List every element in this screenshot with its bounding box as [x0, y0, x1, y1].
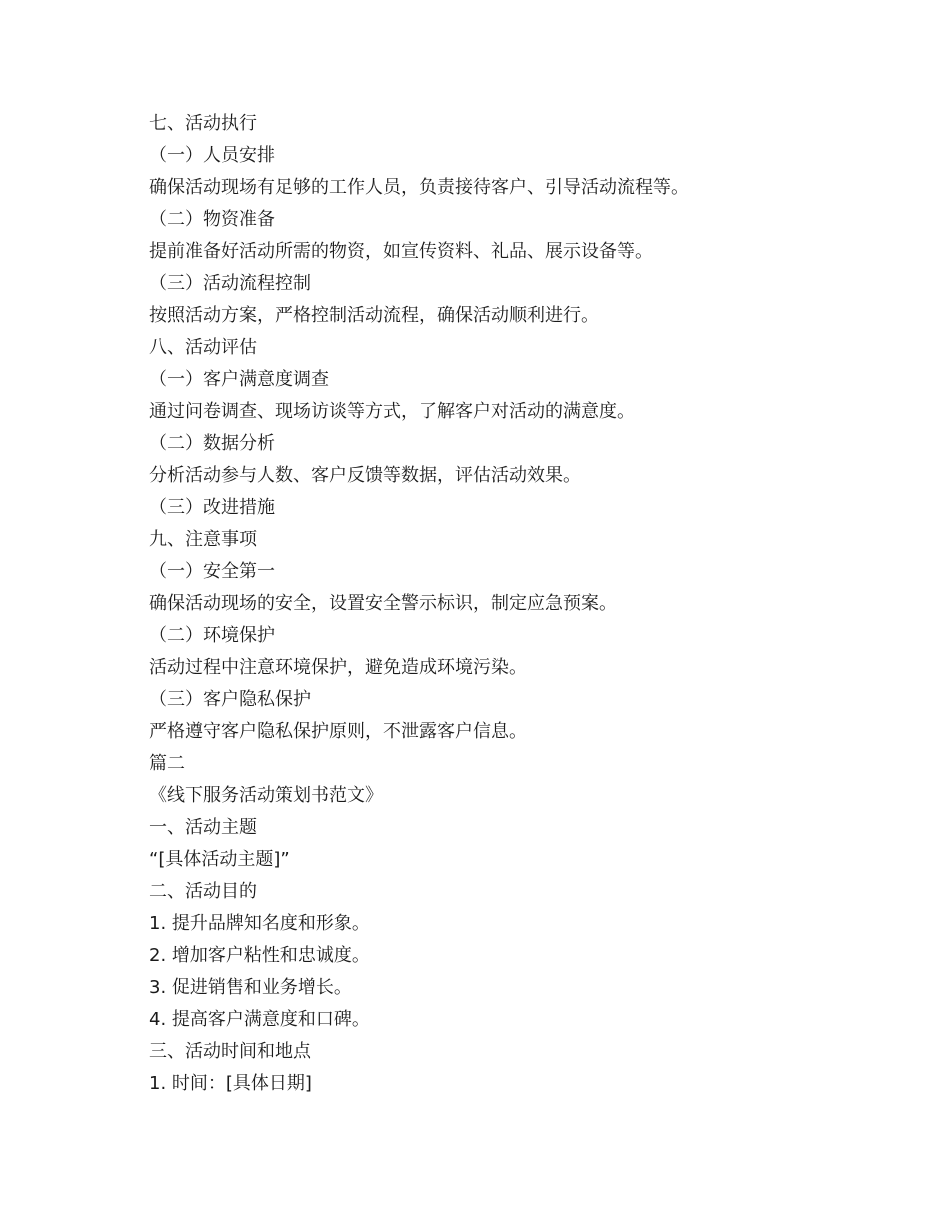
section-heading-activity-execution: 七、活动执行	[149, 113, 257, 134]
paragraph: 活动过程中注意环境保护，避免造成环境污染。	[149, 657, 527, 678]
paragraph: 通过问卷调查、现场访谈等方式，了解客户对活动的满意度。	[149, 401, 635, 422]
paragraph: “[具体活动主题]”	[149, 849, 290, 870]
subheading-materials: （二）物资准备	[149, 209, 275, 230]
list-item: 4. 提高客户满意度和口碑。	[149, 1009, 370, 1030]
list-item: 1. 时间：[具体日期]	[149, 1073, 312, 1094]
list-item: 2. 增加客户粘性和忠诚度。	[149, 945, 370, 966]
section-heading-theme: 一、活动主题	[149, 817, 257, 838]
paragraph: 确保活动现场的安全，设置安全警示标识，制定应急预案。	[149, 593, 617, 614]
section-heading-notes: 九、注意事项	[149, 529, 257, 550]
subheading-satisfaction-survey: （一）客户满意度调查	[149, 369, 329, 390]
paragraph: 确保活动现场有足够的工作人员，负责接待客户、引导活动流程等。	[149, 177, 689, 198]
paragraph: 提前准备好活动所需的物资，如宣传资料、礼品、展示设备等。	[149, 241, 653, 262]
subheading-improvements: （三）改进措施	[149, 497, 275, 518]
list-item: 3. 促进销售和业务增长。	[149, 977, 352, 998]
document-body	[149, 108, 809, 1100]
section-heading-time-place: 三、活动时间和地点	[149, 1041, 311, 1062]
subheading-data-analysis: （二）数据分析	[149, 433, 275, 454]
paragraph: 严格遵守客户隐私保护原则，不泄露客户信息。	[149, 721, 527, 742]
subheading-process-control: （三）活动流程控制	[149, 273, 311, 294]
part-label: 篇二	[149, 753, 185, 774]
subheading-safety: （一）安全第一	[149, 561, 275, 582]
subheading-staffing: （一）人员安排	[149, 145, 275, 166]
subheading-environment: （二）环境保护	[149, 625, 275, 646]
paragraph: 分析活动参与人数、客户反馈等数据，评估活动效果。	[149, 465, 581, 486]
list-item: 1. 提升品牌知名度和形象。	[149, 913, 370, 934]
paragraph: 按照活动方案，严格控制活动流程，确保活动顺利进行。	[149, 305, 599, 326]
section-heading-goals: 二、活动目的	[149, 881, 257, 902]
section-heading-evaluation: 八、活动评估	[149, 337, 257, 358]
document-title: 《线下服务活动策划书范文》	[149, 785, 383, 806]
subheading-privacy: （三）客户隐私保护	[149, 689, 311, 710]
